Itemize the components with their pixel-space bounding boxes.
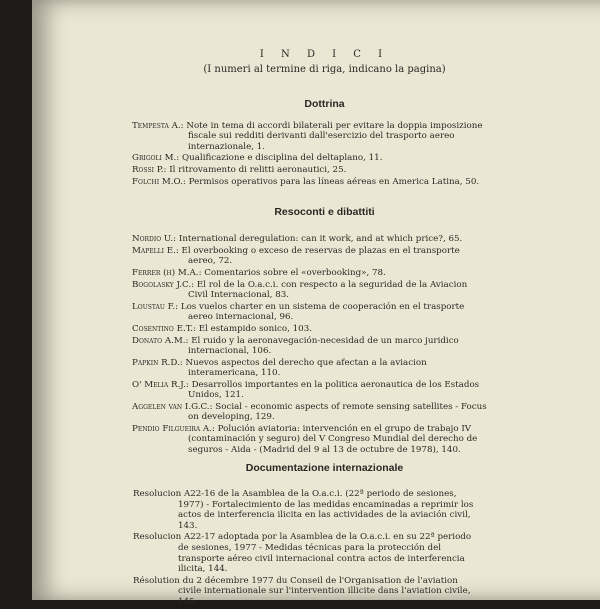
index-entry: Résolution du 2 décembre 1977 du Conseil de l'Organisation de l'aviation civile internationale sur l'intervention illicite dans l'aviation civile, 145. (133, 575, 471, 607)
entry-text: Nuevos aspectos del derecho que afectan a la aviacion interamericana, 110. (185, 357, 427, 379)
entry-author: Ferrer (h) M.A.: (132, 267, 202, 278)
index-entry (132, 336, 487, 357)
entry-text: Note in tema di accordi bilaterali per evitare la doppia imposizione fiscale sui redditi derivanti dall'esercizio del trasporto aereo internazionale, 1. (186, 121, 483, 152)
entry-text: Desarrollos importantes en la politica aeronautica de los Estados Unidos, 121. (188, 379, 480, 401)
entry-author: Tempesta A.: (132, 121, 184, 131)
index-entry: Resolucion A22-17 adoptada por la Asamblea de la O.a.c.i. en su 22ª periodo de sesiones, 1977 - Medidas técnicas para la protección del transporte aéreo civil internacional contra actos de interferencia ilicita, 144. (133, 532, 472, 575)
index-entry (132, 165, 487, 175)
entry-text: Comentarios sobre el «overbooking», 78. (204, 267, 386, 278)
entry-text: Social - economic aspects of remote sensing satellites - Focus on developing, 129. (188, 401, 487, 423)
entry-text: International deregulation: can it work, and at which price?, 65. (178, 234, 463, 244)
entry-author: O' Melia R.J.: (132, 379, 189, 390)
index-entry (132, 234, 487, 244)
index-entry (132, 121, 487, 152)
index-entry (132, 380, 487, 401)
index-entry: Resolucion A22-16 de la Asamblea de la O.a.c.i. (22ª periodo de sesiones, 1977) - Fortalecimiento de las medidas encaminadas a reprimir los actos de interferencia ilicita en las actividades de la aviación civil, 143. (133, 489, 474, 531)
section-heading-dottrina: Dottrina (304, 98, 345, 110)
dottrina-list (132, 121, 487, 189)
entry-text: El ruido y la aeronavegación-necesidad de un marco juridico internacional, 106. (188, 335, 459, 356)
index-entry (132, 302, 487, 323)
entry-text: El overbooking o exceso de reservas de plazas en el transporte aereo, 72. (181, 245, 460, 267)
index-entry (132, 358, 487, 379)
index-title: I N D I C I (259, 49, 390, 60)
entry-author: Papkin R.D.: (132, 357, 183, 368)
entry-author: Bogolasky J.C.: (132, 279, 195, 290)
entry-text: El estampido sonico, 103. (198, 323, 312, 334)
entry-author: Donato A.M.: (132, 335, 189, 346)
entry-author: Rossi P.: (132, 165, 167, 176)
entry-author: Pendio Filgueira A.: (132, 424, 215, 435)
entry-text: Polución aviatoria: intervención en el grupo de trabajo IV (contaminación y seguro) del V Congreso Mundial del derecho de seguros - Aida - (Madrid del 9 al 13 de octubre de 1978), 140. (188, 424, 478, 455)
entry-author: Aggelen van I.G.C.: (132, 401, 213, 412)
entry-author: Cosentino E.T.: (132, 323, 196, 334)
index-entry (132, 268, 487, 278)
entry-author: Mapelli E.: (132, 245, 179, 256)
index-entry (132, 153, 487, 163)
index-entry (132, 177, 487, 187)
index-subtitle: (I numeri al termine di riga, indicano la pagina) (203, 64, 446, 75)
entry-text: Los vuelos charter en un sistema de cooperación en el trasporte aereo internacional, 96. (180, 301, 465, 323)
index-entry (132, 424, 487, 455)
index-entry (132, 324, 487, 334)
index-entry (132, 280, 487, 301)
documentazione-list (133, 489, 483, 609)
entry-text: Permisos operativos para las líneas aéreas en America Latina, 50. (188, 176, 480, 187)
entry-text: El rol de la O.a.c.i. con respecto a la seguridad de la Aviacion Civil Internacional, 83. (188, 279, 468, 300)
index-entry (132, 246, 487, 267)
entry-text: Qualificazione e disciplina del deltaplano, 11. (182, 153, 383, 164)
entry-author: Nordio U.: (132, 234, 177, 244)
index-entry (132, 402, 487, 423)
entry-author: Loustau F.: (132, 301, 179, 312)
section-heading-resoconti: Resoconti e dibattiti (274, 206, 375, 218)
entry-text: Il ritrovamento di relitti aeronautici, 25. (169, 165, 347, 176)
resoconti-list (132, 234, 487, 456)
entry-author: Grigoli M.: (132, 153, 180, 164)
section-heading-documentazione: Documentazione internazionale (245, 462, 404, 474)
book-page (32, 0, 600, 607)
entry-author: Folchi M.O.: (132, 176, 186, 187)
